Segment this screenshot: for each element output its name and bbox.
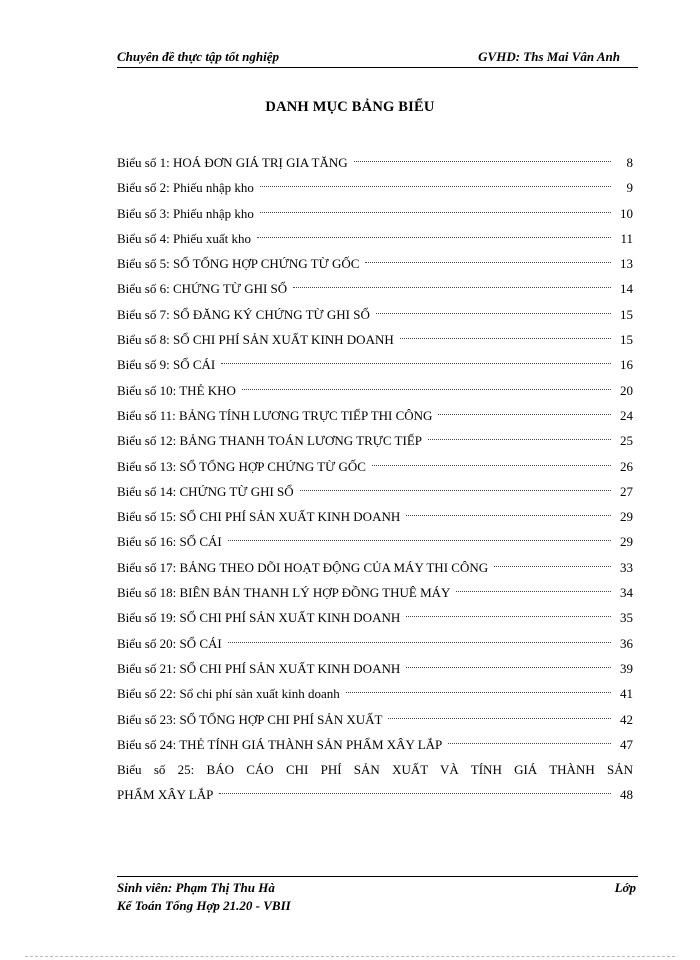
list-item	[117, 352, 633, 377]
list-item-label: Biểu số 4: Phiếu xuất kho	[117, 230, 251, 246]
list-item-label: Biểu số 16: SỔ CÁI	[117, 534, 222, 550]
list-item-page: 13	[620, 256, 633, 272]
dot-leader	[406, 667, 611, 668]
list-item	[117, 529, 633, 554]
dot-leader	[354, 161, 611, 162]
dot-leader	[300, 490, 611, 491]
dot-leader	[346, 692, 611, 693]
list-item-page: 41	[620, 686, 633, 702]
dot-leader	[228, 642, 611, 643]
list-item-25-line2	[117, 782, 633, 807]
dot-leader	[406, 515, 611, 516]
list-item-label: Biểu số 13: SỔ TỔNG HỢP CHỨNG TỪ GỐC	[117, 458, 366, 474]
list-item-page: 34	[620, 585, 633, 601]
list-item-label: Biểu số 7: SỔ ĐĂNG KÝ CHỨNG TỪ GHI SỔ	[117, 306, 370, 322]
list-item	[117, 656, 633, 681]
list-item-page: 8	[626, 155, 633, 170]
list-item-label: Biểu số 17: BẢNG THEO DÕI HOẠT ĐỘNG CỦA MÁY THI CÔNG	[117, 559, 489, 575]
dot-leader	[376, 313, 611, 314]
list-item-label: Biểu số 10: THẺ KHO	[117, 382, 236, 398]
list-item	[117, 454, 633, 479]
list-item	[117, 428, 633, 453]
list-item	[117, 201, 633, 226]
dot-leader	[257, 237, 611, 238]
list-item-page: 36	[620, 635, 633, 651]
list-item-page: 9	[626, 180, 633, 196]
list-item-page: 15	[620, 306, 633, 322]
list-item-label: Biểu số 1: HOÁ ĐƠN GIÁ TRỊ GIA TĂNG	[117, 155, 348, 170]
list-item	[117, 276, 633, 301]
list-item	[117, 479, 633, 504]
dot-leader	[260, 186, 611, 187]
list-item-label: Biểu số 11: BẢNG TÍNH LƯƠNG TRỰC TIẾP THI CÔNG	[117, 407, 433, 423]
list-item	[117, 555, 633, 580]
dot-leader	[406, 616, 611, 617]
list-item	[117, 681, 633, 706]
footer-student: Sinh viên: Phạm Thị Thu Hà	[117, 880, 275, 895]
list-item-page: 25	[620, 433, 633, 449]
list-item	[117, 707, 633, 732]
list-item-label: Biểu số 19: SỔ CHI PHÍ SẢN XUẤT KINH DOANH	[117, 610, 401, 626]
list-item	[117, 226, 633, 251]
list-item-page: 24	[620, 407, 633, 423]
dot-leader	[242, 389, 611, 390]
page-header	[117, 47, 638, 68]
dot-leader	[438, 414, 611, 415]
list-item-page: 29	[620, 534, 633, 550]
list-item-page: 14	[620, 281, 633, 297]
dot-leader	[448, 743, 611, 744]
list-item-page: 10	[620, 205, 633, 221]
list-item-page: 35	[620, 610, 633, 626]
page-footer	[117, 876, 638, 916]
list-item	[117, 150, 633, 175]
list-item	[117, 631, 633, 656]
list-item	[117, 403, 633, 428]
list-item-label: Biểu số 25: BÁO CÁO CHI PHÍ SẢN XUẤT VÀ TÍNH GIÁ THÀNH SẢN	[117, 762, 633, 778]
list-item-page: 42	[620, 711, 633, 727]
list-item-page: 47	[620, 736, 633, 752]
footer-program: Kế Toán Tổng Hợp 21.20 - VBII	[117, 898, 291, 913]
page-bottom-divider	[25, 956, 675, 957]
list-item-label: Biểu số 15: SỔ CHI PHÍ SẢN XUẤT KINH DOANH	[117, 509, 401, 525]
dot-leader	[221, 363, 611, 364]
list-item-page: 48	[620, 787, 633, 803]
footer-class-label: Lớp	[614, 880, 636, 895]
list-item	[117, 251, 633, 276]
list-item	[117, 580, 633, 605]
list-item-page: 33	[620, 559, 633, 575]
list-item-page: 20	[620, 382, 633, 398]
list-item-page: 26	[620, 458, 633, 474]
list-item	[117, 327, 633, 352]
list-item-label: Biểu số 23: SỔ TỔNG HỢP CHI PHÍ SẢN XUẤT	[117, 711, 383, 727]
list-item-page: 15	[620, 332, 633, 348]
list-item-label: Biểu số 8: SỔ CHI PHÍ SẢN XUẤT KINH DOANH	[117, 332, 394, 348]
header-document-title: Chuyên đề thực tập tốt nghiệp	[117, 49, 279, 64]
list-item-page: 16	[620, 357, 633, 373]
list-item-page: 11	[620, 230, 633, 246]
list-item-25-line1	[117, 757, 633, 782]
list-item-label: PHẨM XÂY LẮP	[117, 787, 214, 803]
list-item-label: Biểu số 14: CHỨNG TỪ GHI SỔ	[117, 483, 294, 499]
header-supervisor: GVHD: Ths Mai Vân Anh	[478, 49, 620, 64]
list-item-page: 29	[620, 509, 633, 525]
list-item-label: Biểu số 5: SỔ TỔNG HỢP CHỨNG TỪ GỐC	[117, 256, 360, 272]
list-item-label: Biểu số 24: THẺ TÍNH GIÁ THÀNH SẢN PHẨM XÂY LẮP	[117, 736, 443, 752]
dot-leader	[400, 338, 611, 339]
table-list	[117, 150, 633, 808]
list-item	[117, 378, 633, 403]
list-item-page: 39	[620, 660, 633, 676]
dot-leader	[428, 439, 611, 440]
list-item	[117, 175, 633, 200]
dot-leader	[372, 465, 611, 466]
dot-leader	[293, 287, 611, 288]
list-item-label: Biểu số 18: BIÊN BẢN THANH LÝ HỢP ĐỒNG THUÊ MÁY	[117, 585, 451, 601]
dot-leader	[388, 718, 611, 719]
dot-leader	[365, 262, 611, 263]
list-item	[117, 504, 633, 529]
list-item	[117, 732, 633, 757]
list-item-label: Biểu số 12: BẢNG THANH TOÁN LƯƠNG TRỰC TIẾP	[117, 433, 422, 449]
list-item-label: Biểu số 6: CHỨNG TỪ GHI SỔ	[117, 281, 288, 297]
dot-leader	[456, 591, 611, 592]
list-item-label: Biểu số 20: SỔ CÁI	[117, 635, 222, 651]
page-title: DANH MỤC BẢNG BIỂU	[265, 99, 435, 115]
list-item-label: Biểu số 22: Sổ chi phí sản xuất kinh doanh	[117, 686, 340, 702]
list-item-label: Biểu số 3: Phiếu nhập kho	[117, 205, 254, 221]
dot-leader	[494, 566, 611, 567]
list-item-page: 27	[620, 483, 633, 499]
list-item	[117, 605, 633, 630]
dot-leader	[228, 540, 611, 541]
list-item-label: Biểu số 9: SỔ CÁI	[117, 357, 216, 373]
dot-leader	[260, 212, 611, 213]
dot-leader	[219, 793, 611, 794]
list-item-label: Biểu số 21: SỔ CHI PHÍ SẢN XUẤT KINH DOANH	[117, 660, 401, 676]
list-item-label: Biểu số 2: Phiếu nhập kho	[117, 180, 254, 196]
list-item	[117, 302, 633, 327]
